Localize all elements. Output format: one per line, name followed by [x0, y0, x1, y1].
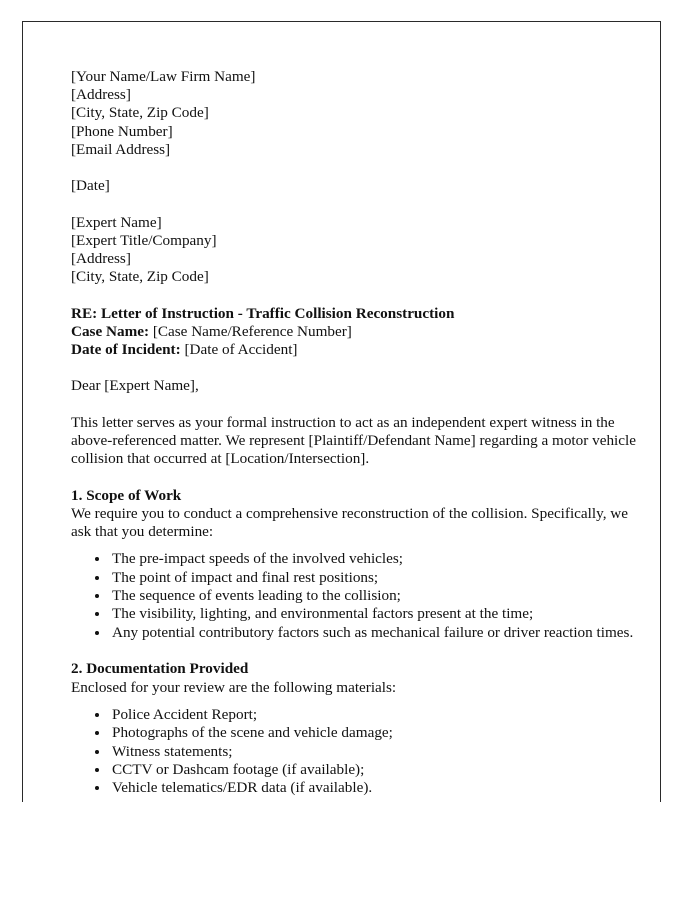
list-item: • Any potential contributory factors such as mechanical failure or driver reaction times. [110, 624, 651, 642]
list-item: • The pre-impact speeds of the involved vehicles; [110, 550, 651, 568]
document-page-frame [22, 21, 661, 802]
date-of-incident-line [71, 341, 651, 359]
recipient-name-line: [Expert Name] [71, 213, 162, 231]
case-name-value: [Case Name/Reference Number] [152, 322, 352, 340]
date-line: [Date] [71, 177, 110, 195]
recipient-city-state-zip-line: [City, State, Zip Code] [71, 268, 209, 286]
date-of-incident-label: Date of Incident: [71, 341, 181, 358]
recipient-title-line: [Expert Title/Company] [71, 231, 217, 249]
sender-phone-line: [Phone Number] [71, 122, 173, 140]
list-item: • Police Accident Report; [110, 706, 651, 724]
date-block [71, 177, 651, 195]
section-scope-of-work [71, 487, 651, 643]
spacer-after-intro [71, 468, 651, 486]
section-documentation-provided [71, 660, 651, 797]
spacer-after-salutation [71, 396, 651, 414]
sender-name-line: [Your Name/Law Firm Name] [71, 68, 256, 85]
list-item: • CCTV or Dashcam footage (if available); [110, 761, 651, 779]
list-item: • The visibility, lighting, and environmental factors present at the time; [110, 605, 651, 623]
case-name-line [71, 323, 651, 341]
scope-of-work-list [71, 550, 651, 642]
documentation-provided-list [71, 706, 651, 798]
list-item: • Witness statements; [110, 743, 651, 761]
case-name-label: Case Name: [71, 322, 150, 340]
spacer-after-section-1 [71, 642, 651, 660]
spacer-after-sender [71, 159, 651, 177]
section-2-intro: Enclosed for your review are the following materials: [71, 678, 397, 696]
sender-email-line: [Email Address] [71, 140, 171, 158]
date-of-incident-value: [Date of Accident] [184, 341, 298, 358]
sender-address-block [71, 68, 651, 159]
list-item: • Vehicle telematics/EDR data (if available). [110, 779, 651, 797]
sender-city-state-zip-line: [City, State, Zip Code] [71, 104, 209, 122]
list-item: • The sequence of events leading to the collision; [110, 587, 651, 605]
salutation-line: Dear [Expert Name], [71, 377, 199, 395]
section-2-heading: 2. Documentation Provided [71, 660, 249, 678]
sender-address-line: [Address] [71, 86, 131, 104]
reference-block [71, 305, 651, 360]
list-item: • The point of impact and final rest positions; [110, 569, 651, 587]
section-1-intro: We require you to conduct a comprehensive reconstruction of the collision. Specifically, we ask that you determine: [71, 504, 629, 540]
intro-paragraph: This letter serves as your formal instruction to act as an independent expert witness in the above-referenced matter. We represent [Plaintiff/Defendant Name] regarding a motor vehicle collision that occurred at [Location/Intersection]. [71, 413, 636, 468]
spacer-after-reference [71, 359, 651, 377]
list-item: • Photographs of the scene and vehicle damage; [110, 724, 651, 742]
recipient-address-block [71, 214, 651, 287]
recipient-address-line: [Address] [71, 250, 131, 267]
spacer-after-date [71, 195, 651, 213]
spacer-after-recipient [71, 286, 651, 304]
document-body [71, 68, 651, 798]
re-subject-line: RE: Letter of Instruction - Traffic Collision Reconstruction [71, 304, 455, 322]
section-1-heading: 1. Scope of Work [71, 486, 182, 504]
